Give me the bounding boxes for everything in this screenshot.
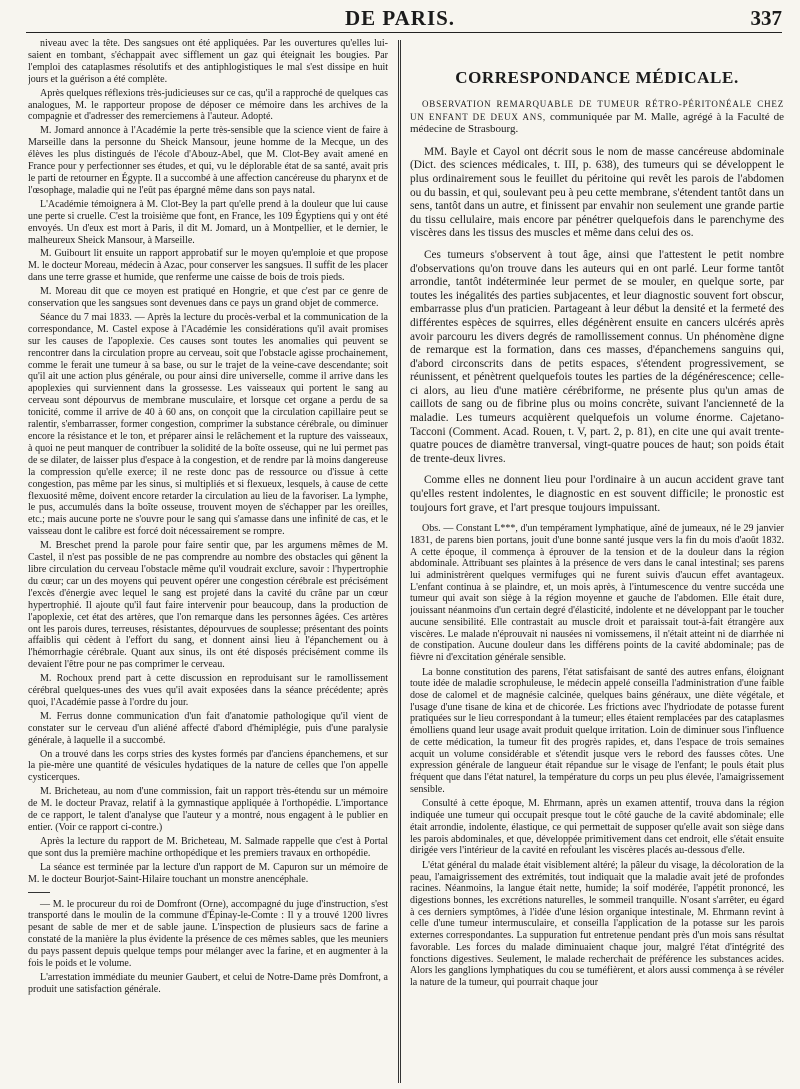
paragraph: Obs. — Constant L***, d'un tempérament lymphatique, aîné de jumeaux, né le 29 janvier 1831, de parens bien portans, jouit d'une bonne santé jusque vers la fin du mois d'août 1832. A cette époque, il commença à éprouver de la tension et de la douleur dans la région abdominale. Attribuant ses plaintes à la présence de vers dans le canal intestinal; ses parens lui administrèrent quelques vermifuges qui ne furent suivis d'aucun effet avantageux. L'enfant continua à se plaindre, et, un mois après, à l'intumescence du ventre succéda une tumeur qui avait son siège à la région moyenne et gauche de l'abdomen. Elle était dure, jouissant néanmoins d'un certain degré d'élasticité, indolente et ne développant par le toucher aucune sensibilité. Elle contrastait au muscle droit et paraissait tout-à-fait étrangère aux viscères. Le malade n'éprouvait ni nausées ni vomissemens, il n'était atteint ni de diarrhée ni de constipation. Aucune douleur dans les différens points de la cavité abdominale; pas de fièvre ni d'excitation générale sensible. [410,523,784,663]
running-title: DE PARIS. [344,6,456,30]
paragraph: Après quelques réflexions très-judicieuses sur ce cas, qu'il a rapproché de quelques cas analogues, M. le rapporteur propose de déposer ce mémoire dans les archives de la compagnie et d'adresser des remerciemens à l'auteur. Adopté. [28,87,388,123]
left-main-text [28,38,388,886]
paragraph: MM. Bayle et Cayol ont décrit sous le nom de masse cancéreuse abdominale (Dict. des sciences médicales, t. III, p. 638), des tumeurs qui se développent le plus ordinairement sous le feuillet du péritoine qui revêt les parois de l'abdomen ou du bassin, et qui, soulevant peu à peu cette membrane, s'étendent tantôt dans un sens, tantôt dans un autre, et finissent par envahir non seulement une grande partie du tissu cellulaire, mais encore par pénétrer quelquefois dans le parenchyme des viscères dans les tissus des muscles et même dans celui des os. [410,145,784,240]
section-title: CORRESPONDANCE MÉDICALE. [455,68,739,87]
paragraph: L'état général du malade était visiblement altéré; la pâleur du visage, la décoloration de la peau, l'amaigrissement des extrémités, tout indiquait que la maladie avait jeté de profondes racines. Néanmoins, la langue était nette, humide; la soif modérée, l'appétit prononcé, les digestions bonnes, les excrétions naturelles, le sommeil tranquille. N'osant s'arrêter, eu égard à ces derniers symptômes, à l'idée d'une lésion organique intestinale, M. Ehrmann revint à celle d'une tumeur intermusculaire, et conseilla l'application de la potasse sur les parois externes correspondantes. La suppuration fut entretenue pendant près d'un mois sans résultat favorable. Les forces du malade diminuaient chaque jour, malgré l'état d'intégrité des fonctions digestives. Seulement, le malade recherchait de préférence les substances acides. Alors les ganglions lymphatiques du cou se tuméfièrent, et alors aussi commença à se révéler la nature de la tumeur, qui pourrait chaque jour [410,859,784,988]
paragraph: L'Académie témoignera à M. Clot-Bey la part qu'elle prend à la douleur que lui cause une perte si cruelle. C'est la troisième que font, en France, les 109 Égyptiens qui y ont été envoyés. Un d'eux est mort à Paris, il dit M. Jomard, un à Montpellier, et le dernier, le malheureux Sheick Mansour, à Marseille. [28,198,388,246]
paragraph: M. Guibourt lit ensuite un rapport approbatif sur le moyen qu'emploie et que propose M. le docteur Moreau, médecin à Azac, pour conserver les sangsues. Il suffit de les placer dans une terre grasse et humide, que renferme une caisse de bois de trois pieds. [28,248,388,284]
page-number: 337 [750,6,782,30]
paragraph: niveau avec la tête. Des sangsues ont été appliquées. Par les ouvertures qu'elles lui-saient en tombant, s'échappait avec sifflement un gaz qui éteignait les bougies. Par l'emploi des cataplasmes résolutifs et des antiphlogistiques le mal s'est dissipe en huit jours et la guérison a été complète. [28,38,388,85]
paragraph: M. Ferrus donne communication d'un fait d'anatomie pathologique qu'il vient de constater sur le cerveau d'un aliéné affecté d'abord d'hémiplégie, puis d'une paralysie générale, à laquelle il a succombé. [28,710,388,746]
article-title-rest: communiquée par M. Malle, agrégé à la Faculté de médecine de Strasbourg. [410,110,784,136]
paragraph: — M. le procureur du roi de Domfront (Orne), accompagné du juge d'instruction, s'est transporté dans le moulin de la commune d'Épinay-le-Comte : Il y a trouvé 1200 livres pesant de sable de mer et de sable jaune. L'inspection de plusieurs sacs de farine a constaté de la manière la plus évidente la présence de ces mêmes sables, que les meuniers du pays passent depuis quelque temps pour mélanger avec la farine, et en augmenter à la fois le poids et le volume. [28,898,388,970]
paragraph: M. Jomard annonce à l'Académie la perte très-sensible que la science vient de faire à Marseille dans la personne du Sheick Mansour, jeune homme de la Mecque, un des élèves les plus distingués de l'école d'Abouz-Abel, que M. Clot-Bey avait amené en France pour y perfectionner ses études, et qui, vu le déplorable état de sa santé, avait pris le parti de retourner en Égypte. Il a succombé à une affection cancéreuse du pharynx et de l'œsophage, maladie qui ne l'eût pas épargné même dans son pays natal. [28,125,388,196]
header-rule [26,32,782,33]
left-news-text [28,899,388,996]
page-header [0,0,800,30]
paragraph: La bonne constitution des parens, l'état satisfaisant de santé des autres enfans, éloignant toute idée de maladie scrophuleuse, le médecin appelé conseilla l'administration d'une faible dose de calomel et de magnésie calcinée, quelques bains généraux, une diète végétale, et l'usage d'une tisane de kina et de chicorée. Les frictions avec l'hydriodate de potasse furent pratiquées sur le lieu correspondant à la tumeur; elles étaient remplacées par des cataplasmes émolliens quand leur usage avait produit quelque irritation. Loin de diminuer sous l'influence de cette médication, la tumeur fit des progrès rapides, et, dans l'espace de trois semaines acquit un volume considérable et s'étendit jusque vers le rebord des fausses côtes. Une expression générale de langueur était répandue sur le visage de l'enfant; le pouls était plus fréquent que dans l'état naturel, la température du corps un peu plus élevée, l'amaigrissement sensible. [410,666,784,795]
paragraph: M. Rochoux prend part à cette discussion en reproduisant sur le ramollissement cérébral quelques-unes des vues qu'il avait exposées dans la séance précédente; après quoi, l'Académie passe à l'ordre du jour. [28,673,388,708]
observation-text [410,523,784,988]
intro-text [410,146,784,515]
paragraph: Séance du 7 mai 1833. — Après la lecture du procès-verbal et la communication de la correspondance, M. Castel expose à l'Académie les considérations qu'il avait promises sur les causes de l'apoplexie. Ces causes sont toutes les anomalies qui peuvent se rencontrer dans la circulation propre au cerveau, soit que l'obstacle agisse prochainement, comme le ferait une tumeur à sa base, ou sur le trajet de la veine-cave descendante; soit qu'il ait une action plus générale, ou pour ainsi dire universelle, comme il arrive dans les apoplexies qui surviennent dans la grossesse. Les vaisseaux qui portent le sang au cerveau sont dépourvus de membrane musculaire, et lorsque cet organe a perdu de sa tonicité, comme il arrive de 40 à 60 ans, on conçoit que la circulation capillaire peut se ralentir, s'embarrasser, former congestion, comprimer la substance cérébrale, ou diminuer encore la résistance et le ton, et préparer ainsi le relâchement et la rupture des vaisseaux, à quoi ne peut manquer de contribuer la solidité de la boîte osseuse, qui ne lui permet pas de se dilater, de laisser plus d'espace à la congestion, et de rendre par là moins dangereuse la compression qu'elle exerce; il ne reste donc pas de ressource ou d'issue à cette congestion, pas même par les sinus, si multipliés et si flexueux, lesquels, à cause de cette flexuosité même, doivent encore retarder la circulation au lieu de la favoriser. La lymphe, le pus, accumulés dans la boîte osseuse, trouvent moyen de s'échapper par les oreilles, etc.; mais aucune porte ne s'ouvre pour le sang qui s'amasse dans une infinité de cas, et le vaisseau dont le calibre est forcé doit nécessairement se rompre. [28,311,388,538]
news-separator [28,892,50,893]
paragraph: Ces tumeurs s'observent à tout âge, ainsi que l'attestent le petit nombre d'observations qu'on trouve dans les auteurs qui en ont parlé. Leur forme tantôt arrondie, tantôt indéterminée leur permet de se mouler, en quelque sorte, par toutes les inégalités des parties subjacentes, et leur diagnostic souvent fort obscur, embarrasse plus d'un praticien. Partageant à leur début la densité et la fermeté des différentes espèces de squirres, elles dégénèrent ensuite en cancers ulcérés après avoir parcouru les divers degrés de ramollissement connus. Un phénomène digne de remarque est la formation, dans ces masses, d'épanchemens sanguins qui, d'abord circonscrits dans de petits espaces, s'étendent progressivement, se réunissent, et pénètrent quelquefois toutes les parties de la dégénérescence; celle-ci alors, au lieu d'une matière cérébriforme, ne présente plus qu'un amas de caillots de sang ou de fibrine plus ou moins concrète, suivant l'ancienneté de la maladie. Les tumeurs acquièrent quelquefois un volume énorme. Cajetano-Tacconi (Comment. Acad. Rouen, t. V, part. 2, p. 81), en cite une qui avait trente-quatre pouces de diamètre tranversal, vingt-quatre pouces de haut; son poids était de trente-deux livres. [410,248,784,465]
article-title [410,98,784,136]
paragraph: M. Bricheteau, au nom d'une commission, fait un rapport très-étendu sur un mémoire de M. le docteur Pravaz, relatif à la gymnastique appliquée à l'orthopédie. L'importance de ce rapport, le talent d'analyse que l'auteur y a montré, nous engagent à le publier en entier. (Voir ce rapport ci-contre.) [28,786,388,833]
paragraph: Consulté à cette époque, M. Ehrmann, après un examen attentif, trouva dans la région indiquée une tumeur qui occupait presque tout le côté gauche de la cavité abdominale; elle était arrondie, indolente, élastique, ce qui permettait de supposer qu'elle avait son siège dans les parois abdominales, et que, développée primitivement dans cet endroit, elle s'était ensuite dirigée vers l'intérieur de la cavité en refoulant les viscères placés au-dessous d'elle. [410,798,784,857]
paragraph: On a trouvé dans les corps stries des kystes formés par d'anciens épanchemens, et sur la pie-mère une quantité de vésicules hydatiques de la nature de celles que l'on appelle cysticerques. [28,748,388,784]
paragraph: Comme elles ne donnent lieu pour l'ordinaire à un aucun accident grave tant qu'elles restent indolentes, le diagnostic en est souvent difficile; le pronostic est toujours fort grave, et l'art presque toujours impuissant. [410,474,784,514]
paragraph: M. Moreau dit que ce moyen est pratiqué en Hongrie, et que c'est par ce genre de conservation que les sangsues sont devenues dans ce pays un grand objet de commerce. [28,286,388,310]
right-column [410,38,784,1085]
paragraph: M. Breschet prend la parole pour faire sentir que, par les argumens mêmes de M. Castel, il n'est pas possible de ne pas comprendre au nombre des obstacles qui gênent la libre circulation du cerveau l'obstacle même qu'il voudrait exclure, savoir : l'hypertrophie du cœur; car un des moyens qui peuvent opérer une congestion cérébrale est précisément l'excès d'énergie avec lequel le sang est projeté dans la cavité du crâne par un cœur hypertrophié. Il ajoute qu'il faut faire intervenir pour beaucoup, dans la production de l'apoplexie, cet état des artères, que l'on remarque dans les personnes âgées. Ces artères ont les parois dures, terreuses, résistantes, dépourvues de souplesse; présentant des points affaiblis qui cèdent à l'effort du sang, et donnent ainsi lieu à l'épanchement ou à l'hémorrhagie cérébrale. Quant aux sinus, ils ont été disposés précisément comme ils devaient l'être pour ne pas comprimer le cerveau. [28,540,388,671]
paragraph: La séance est terminée par la lecture d'un rapport de M. Capuron sur un mémoire de M. le docteur Bourjot-Saint-Hilaire touchant un monstre anencéphale. [28,861,388,885]
article-title-caps: OBSERVATION REMARQUABLE DE TUMEUR RÉTRO-PÉRITONÉALE CHEZ UN ENFANT DE DEUX ANS, [410,99,784,122]
paragraph: L'arrestation immédiate du meunier Gaubert, et celui de Notre-Dame près Domfront, a produit une satisfaction générale. [28,971,388,995]
paragraph: Après la lecture du rapport de M. Bricheteau, M. Salmade rappelle que c'est à Portal que sont dus la première machine orthopédique et les premiers travaux en orthopédie. [28,835,388,859]
left-column [28,38,388,1085]
column-divider [398,40,401,1083]
